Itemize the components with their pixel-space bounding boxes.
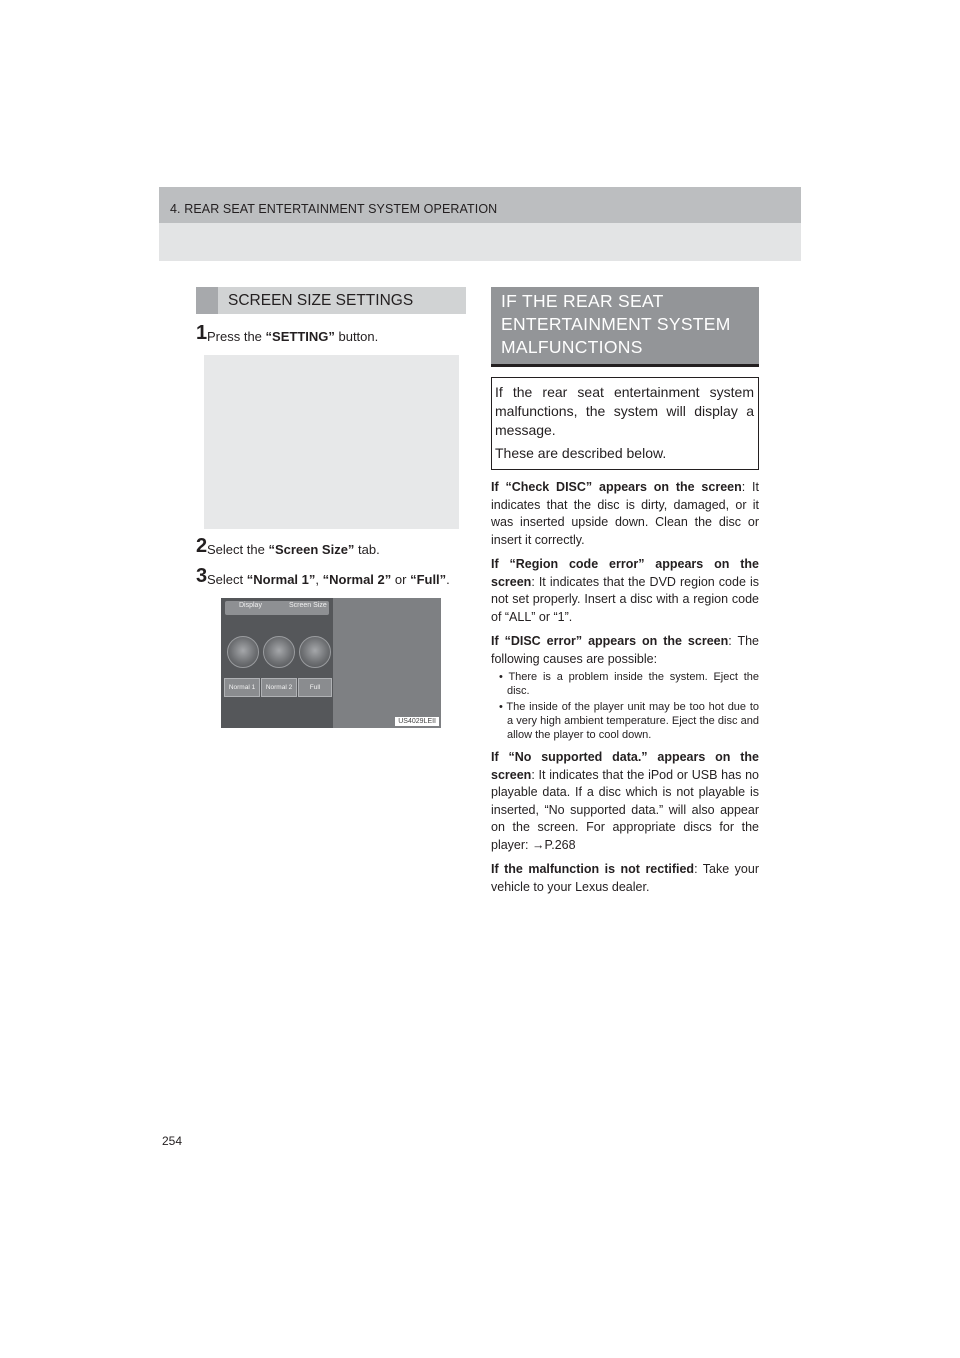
step-1: [196, 322, 466, 346]
step-key: “Full”: [410, 572, 447, 587]
step-text: .: [446, 572, 450, 587]
intro-text-2: These are described below.: [495, 445, 667, 461]
step-text: tab.: [354, 542, 380, 557]
paragraph-body: : It indicates that the DVD region code is not set properly. Insert a disc with a region code of “ALL” or “1”.: [491, 574, 759, 624]
not-rectified-paragraph: [491, 861, 759, 896]
step-key: “Normal 1”: [246, 572, 316, 587]
step-text: button.: [334, 329, 379, 344]
normal2-preview-icon: [263, 636, 295, 668]
section-title-line3: MALFUNCTIONS: [501, 337, 643, 357]
full-preview-icon: [299, 636, 331, 668]
step-text: or: [391, 572, 411, 587]
paragraph-heading: If the malfunction is not rectified: [491, 862, 695, 876]
section-title-line1: IF THE REAR SEAT: [501, 291, 664, 311]
bullet-item: • The inside of the player unit may be too hot due to a very high ambient temperature. Eject the disc and allow the player to cool down.: [499, 701, 759, 741]
figure-code: US4029LEII: [395, 717, 439, 726]
normal1-button[interactable]: Normal 1: [224, 678, 260, 697]
page-number: 254: [162, 1134, 183, 1148]
section-header-malfunctions: [491, 287, 759, 367]
paragraph-heading: If “Region code error” appears on the screen: [491, 557, 759, 589]
section-title-line2: ENTERTAINMENT SYSTEM: [501, 314, 731, 334]
setting-button-illustration: [204, 355, 459, 529]
right-column: [491, 287, 759, 896]
tab-screen-size[interactable]: Screen Size: [289, 602, 327, 609]
step-key: “SETTING”: [265, 329, 335, 344]
left-column: [196, 287, 466, 728]
screen-right-panel: [333, 598, 441, 728]
paragraph-heading: If “No supported data.” appears on the screen: [491, 750, 759, 782]
step-number: 2: [196, 535, 208, 557]
intro-box: [491, 377, 759, 470]
step-text: Select: [207, 572, 247, 587]
step-3: [196, 565, 466, 589]
paragraph-body: : It indicates that the disc is dirty, damaged, or it was inserted upside down. Clean the disc or insert it correctly.: [491, 480, 759, 547]
full-button[interactable]: Full: [298, 678, 332, 697]
paragraph-heading: If “Check DISC” appears on the screen: [491, 480, 742, 494]
chapter-title: 4. REAR SEAT ENTERTAINMENT SYSTEM OPERATION: [170, 202, 498, 216]
step-number: 1: [196, 322, 208, 344]
normal1-preview-icon: [227, 636, 259, 668]
tab-display[interactable]: Display: [239, 602, 262, 609]
step-2: [196, 535, 466, 559]
check-disc-paragraph: [491, 479, 759, 549]
step-text: ,: [315, 572, 323, 587]
screen-size-illustration: [221, 598, 441, 728]
disc-error-paragraph: [491, 633, 759, 668]
intro-text: If the rear seat entertainment system malfunctions, the system will display a message.: [495, 384, 754, 438]
paragraph-body: : Take your vehicle to your Lexus dealer.: [491, 862, 759, 894]
bullet-item: • There is a problem inside the system. Eject the disc.: [499, 671, 759, 697]
step-text: Select the: [207, 542, 269, 557]
normal2-button[interactable]: Normal 2: [261, 678, 297, 697]
section-tab-marker: [196, 287, 218, 314]
section-header-screen-size: [196, 287, 466, 314]
step-key: “Screen Size”: [268, 542, 355, 557]
paragraph-body: : It indicates that the iPod or USB has no playable data. If a disc which is not playable is inserted, “No supported data.” will also appear on the screen. For appropriate discs for the player: →P.268: [491, 767, 759, 852]
step-number: 3: [196, 565, 208, 587]
step-key: “Normal 2”: [322, 572, 392, 587]
paragraph-heading: If “DISC error” appears on the screen: [491, 634, 729, 648]
region-code-paragraph: [491, 556, 759, 626]
no-supported-data-paragraph: [491, 749, 759, 854]
section-title: SCREEN SIZE SETTINGS: [228, 292, 414, 309]
step-text: Press the: [207, 329, 266, 344]
paragraph-body: : The following causes are possible:: [491, 634, 760, 666]
